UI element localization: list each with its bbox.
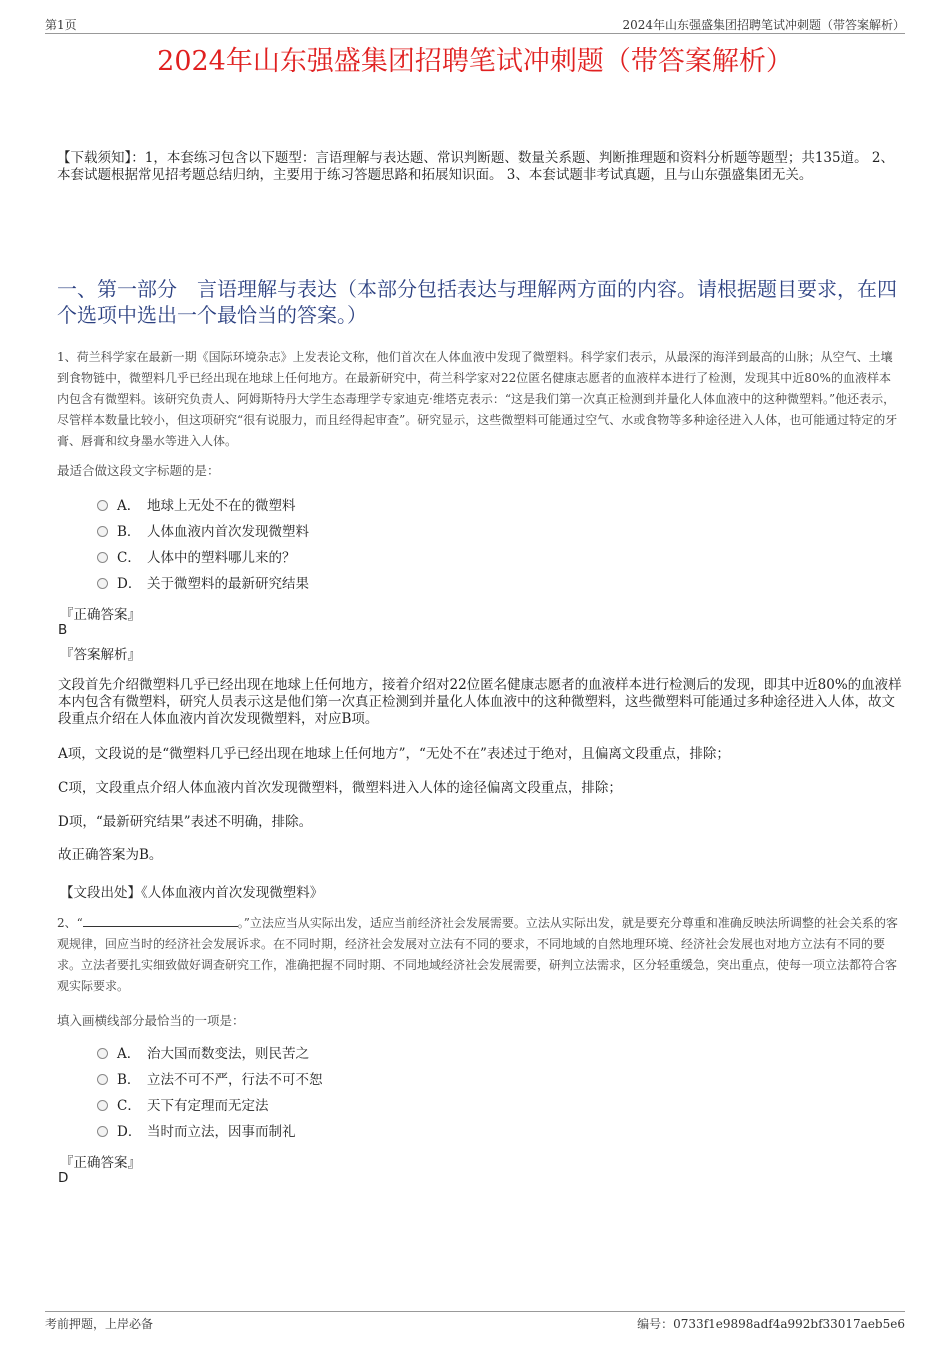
- option-text: 治大国而数变法，则民苦之: [147, 1046, 309, 1062]
- option-text: 当时而立法，因事而制礼: [147, 1124, 296, 1140]
- q1-answer: B: [58, 622, 68, 638]
- q2-option-d[interactable]: [97, 1122, 296, 1142]
- page-number: 第1页: [45, 18, 77, 32]
- q1-analysis-para: 故正确答案为B。: [58, 847, 163, 863]
- radio-icon[interactable]: [97, 526, 108, 537]
- q2-question: 填入画横线部分最恰当的一项是：: [57, 1013, 245, 1028]
- q2-option-b[interactable]: [97, 1070, 323, 1090]
- q1-option-b[interactable]: [97, 522, 309, 542]
- fill-blank: [83, 914, 238, 927]
- q2-option-c[interactable]: [97, 1096, 269, 1116]
- option-letter: D．: [117, 576, 142, 592]
- download-notice: 【下载须知】：1，本套练习包含以下题型：言语理解与表达题、常识判断题、数量关系题、判断推理题和资料分析题等题型；共135道。 2、本套试题根据常见招考题总结归纳，主要用于练习答题思路和拓展知识面。 3、本套试题非考试真题，且与山东强盛集团无关。: [57, 150, 894, 183]
- radio-icon[interactable]: [97, 1048, 108, 1059]
- footer-divider: [45, 1311, 905, 1312]
- q2-passage-prefix: 2、“: [57, 916, 83, 930]
- radio-icon[interactable]: [97, 1074, 108, 1085]
- q2-answer: D: [58, 1170, 69, 1186]
- option-letter: B．: [117, 524, 141, 540]
- header-doc-title: 2024年山东强盛集团招聘笔试冲刺题（带答案解析）: [622, 18, 905, 32]
- option-letter: C．: [117, 1098, 141, 1114]
- q1-option-c[interactable]: [97, 548, 296, 568]
- q2-answer-label: 『正确答案』: [60, 1155, 141, 1171]
- footer-slogan: 考前押题，上岸必备: [45, 1317, 154, 1331]
- q2-passage-rest: 。”立法应当从实际出发，适应当前经济社会发展需要。立法从实际出发，就是要充分尊重和准确反映法所调整的社会关系的客观规律，回应当时的经济社会发展诉求。在不同时期，经济社会发展对立法有不同的要求，不同地域的自然地理环境、经济社会发展也对地方立法有不同的要求。立法者要扎实细致做好调查研究工作，准确把握不同时期、不同地域经济社会发展需要，研判立法需求，区分轻重缓急，突出重点，使每一项立法都符合客观实际要求。: [57, 916, 898, 993]
- q2-passage: [57, 913, 902, 997]
- page-title: 2024年山东强盛集团招聘笔试冲刺题（带答案解析）: [157, 46, 793, 77]
- section-title: 一、第一部分 言语理解与表达（本部分包括表达与理解两方面的内容。请根据题目要求，在四个选项中选出一个最恰当的答案。）: [57, 277, 897, 327]
- q1-question: 最适合做这段文字标题的是：: [57, 463, 220, 478]
- radio-icon[interactable]: [97, 500, 108, 511]
- radio-icon[interactable]: [97, 1100, 108, 1111]
- radio-icon[interactable]: [97, 1126, 108, 1137]
- option-letter: C．: [117, 550, 141, 566]
- q1-analysis-para: C项，文段重点介绍人体血液内首次发现微塑料，微塑料进入人体的途径偏离文段重点，排除；: [58, 780, 622, 796]
- option-letter: A．: [117, 498, 141, 514]
- option-text: 立法不可不严，行法不可不恕: [147, 1072, 323, 1088]
- option-text: 地球上无处不在的微塑料: [147, 498, 296, 514]
- q1-analysis-para: D项，“最新研究结果”表述不明确，排除。: [58, 814, 313, 830]
- q1-option-a[interactable]: [97, 496, 296, 516]
- option-letter: B．: [117, 1072, 141, 1088]
- q1-analysis-para: 文段首先介绍微塑料几乎已经出现在地球上任何地方，接着介绍对22位匿名健康志愿者的血液样本进行检测后的发现，即其中近80%的血液样本内包含有微塑料，研究人员表示这是他们第一次真正检测到并量化人体血液中的这种微塑料，这些微塑料可能通过多种途径进入人体，故文段重点介绍在人体血液内首次发现微塑料，对应B项。: [58, 677, 902, 727]
- q1-source: 【文段出处】《人体血液内首次发现微塑料》: [60, 885, 324, 901]
- q1-analysis-label: 『答案解析』: [60, 647, 141, 663]
- option-text: 天下有定理而无定法: [147, 1098, 269, 1114]
- option-text: 人体中的塑料哪儿来的？: [147, 550, 296, 566]
- document-id: 编号：0733f1e9898adf4a992bf33017aeb5e6: [637, 1317, 905, 1331]
- q1-passage: 1、荷兰科学家在最新一期《国际环境杂志》上发表论文称，他们首次在人体血液中发现了微塑料。科学家们表示，从最深的海洋到最高的山脉；从空气、土壤到食物链中，微塑料几乎已经出现在地球上任何地方。在最新研究中，荷兰科学家对22位匿名健康志愿者的血液样本进行了检测，发现其中近80%的血液样本内包含有微塑料。该研究负责人、阿姆斯特丹大学生态毒理学专家迪克·维塔克表示：“这是我们第一次真正检测到并量化人体血液中的这种微塑料。”他还表示，尽管样本数量比较小，但这项研究“很有说服力，而且经得起审查”。研究显示，这些微塑料可能通过空气、水或食物等多种途径进入人体，也可能通过特定的牙膏、唇膏和纹身墨水等进入人体。: [57, 350, 898, 448]
- q1-answer-label: 『正确答案』: [60, 607, 141, 623]
- radio-icon[interactable]: [97, 578, 108, 589]
- q1-analysis-para: A项，文段说的是“微塑料几乎已经出现在地球上任何地方”，“无处不在”表述过于绝对，且偏离文段重点，排除；: [58, 746, 730, 762]
- q2-option-a[interactable]: [97, 1044, 309, 1064]
- radio-icon[interactable]: [97, 552, 108, 563]
- q1-option-d[interactable]: [97, 574, 309, 594]
- header-divider: [45, 33, 905, 34]
- option-text: 关于微塑料的最新研究结果: [147, 576, 309, 592]
- option-letter: A．: [117, 1046, 141, 1062]
- option-text: 人体血液内首次发现微塑料: [147, 524, 309, 540]
- option-letter: D．: [117, 1124, 142, 1140]
